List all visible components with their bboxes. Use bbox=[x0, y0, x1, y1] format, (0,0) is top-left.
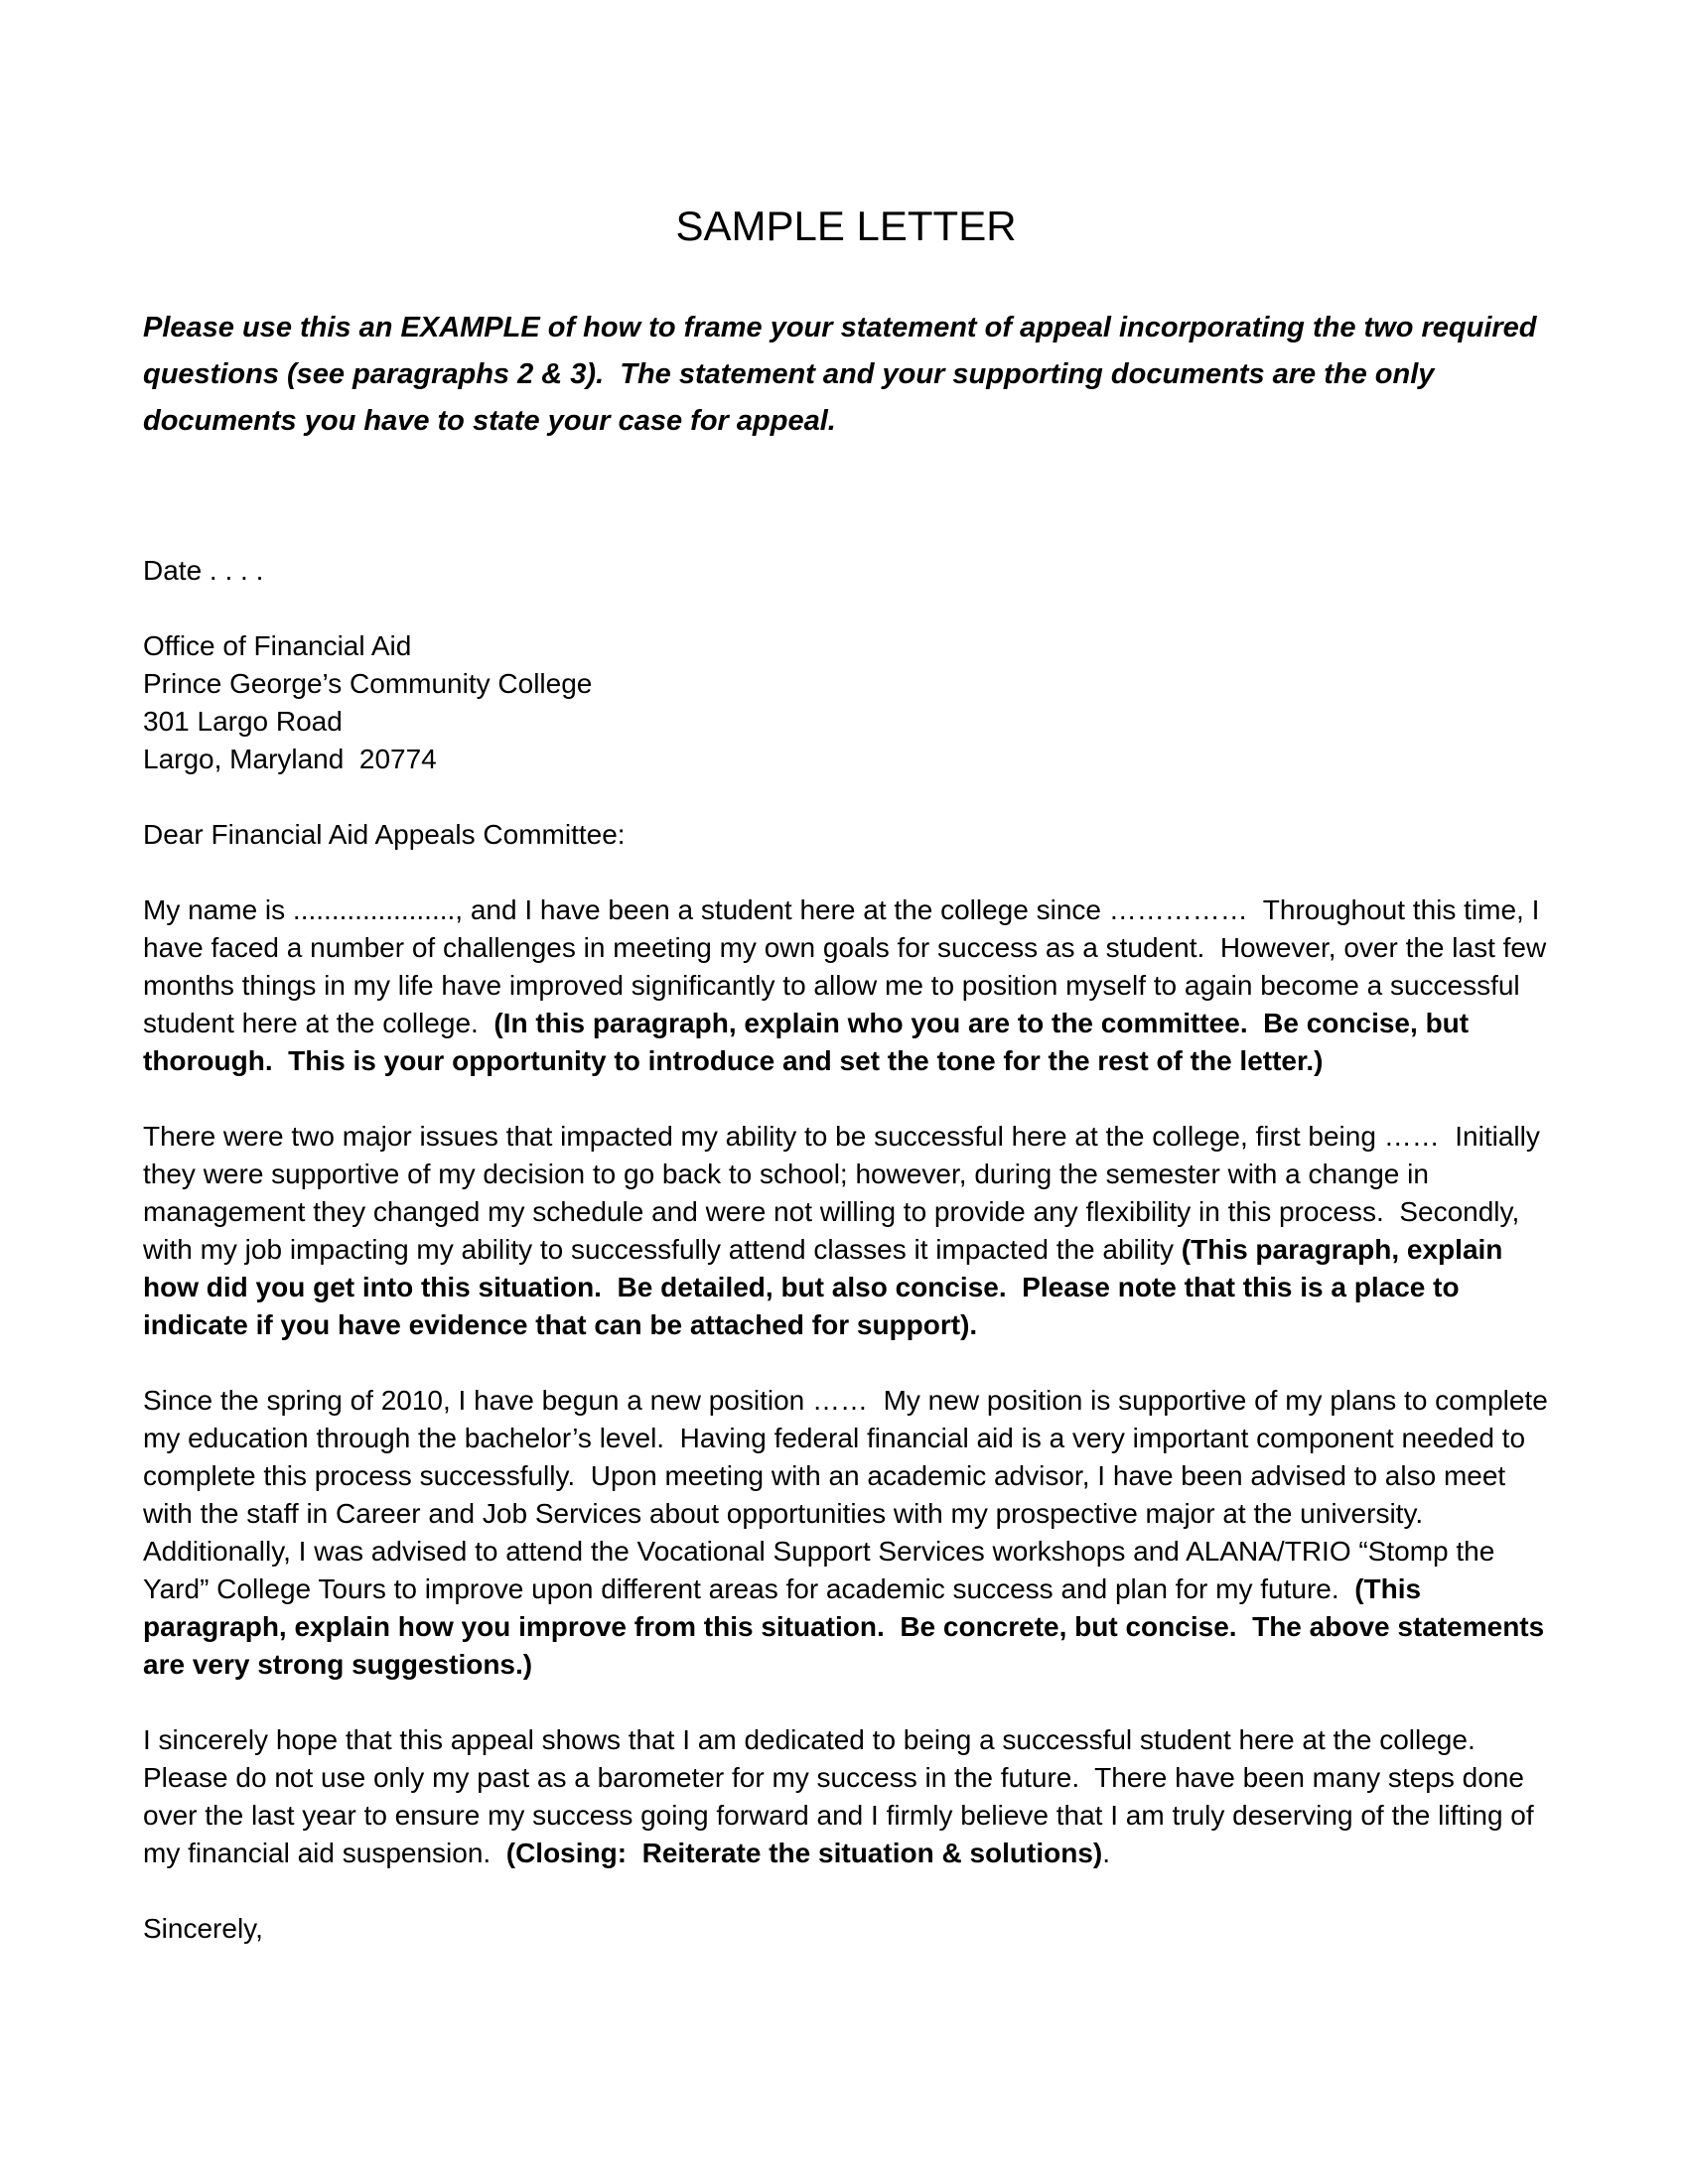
address-line: Prince George’s Community College bbox=[143, 668, 593, 700]
intro-instructions: Please use this an EXAMPLE of how to frame your statement of appeal incorporating the two required questions (see paragraphs 2 & 3). The statement and your supporting documents are the only documents you have to state your case for appeal. bbox=[143, 312, 1545, 438]
signature-closing: Sincerely, bbox=[143, 1913, 263, 1945]
letter-paragraph bbox=[143, 1721, 1549, 1872]
text-run: Since the spring of 2010, I have begun a new position …… My new position is supportive of my plans to complete my education through the bachelor’s level. Having federal financial aid is a very important component needed to complete this process successfully. Upon meeting with an academic advisor, I have been advised to also meet with the staff in Career and Job Services about opportunities with my prospective major at the university. Additionally, I was advised to attend the Vocational Support Services workshops and ALANA/TRIO “Stomp the Yard” College Tours to improve upon different areas for academic success and plan for my future. bbox=[143, 1385, 1556, 1605]
letter-body bbox=[143, 891, 1556, 1872]
text-run: I sincerely hope that this appeal shows that I am dedicated to being a successful student here at the college. Please do not use only my past as a barometer for my success in the future. There have been many steps done over the last year to ensure my success going forward and I firmly believe that I am truly deserving of the lifting of my financial aid suspension. bbox=[143, 1724, 1542, 1869]
instruction-run: (In this paragraph, explain who you are to the committee. Be concise, but thorough. This is your opportunity to introduce and set the tone for the rest of the letter.) bbox=[143, 1008, 1477, 1077]
letter-paragraph bbox=[143, 1118, 1549, 1344]
salutation: Dear Financial Aid Appeals Committee: bbox=[143, 819, 626, 851]
page-title: SAMPLE LETTER bbox=[675, 203, 1017, 249]
date-line: Date . . . . bbox=[143, 555, 264, 587]
text-run: There were two major issues that impacted my ability to be successful here at the college, first being …… Initially they were supportive of my decision to go back to school; however, during the semester with a change in management they changed my schedule and were not willing to provide any flexibility in this process. Secondly, with my job impacting my ability to successfully attend classes it impacted the ability bbox=[143, 1121, 1548, 1266]
instruction-run: (Closing: Reiterate the situation & solutions) bbox=[505, 1838, 1103, 1869]
recipient-address bbox=[143, 627, 1549, 778]
letter-paragraph bbox=[143, 891, 1554, 1080]
address-line: Office of Financial Aid bbox=[143, 630, 412, 662]
instruction-run: (This paragraph, explain how you improve from this situation. Be concrete, but concise. The above statements are very strong suggestions.) bbox=[143, 1573, 1552, 1681]
text-run: . bbox=[1102, 1838, 1110, 1869]
instruction-run: (This paragraph, explain how did you get into this situation. Be detailed, but also concise. Please note that this is a place to indicate if you have evidence that can be attached for support). bbox=[143, 1234, 1511, 1341]
address-line: 301 Largo Road bbox=[143, 706, 343, 738]
letter-paragraph bbox=[143, 1382, 1556, 1684]
address-line: Largo, Maryland 20774 bbox=[143, 744, 437, 775]
text-run: My name is ....................., and I have been a student here at the college since …………… Throughout this time, I have faced a number of challenges in meeting my own goals for success as a student. However, over the last few months things in my life have improved significantly to allow me to position myself to again become a successful student here at the college. bbox=[143, 894, 1554, 1039]
